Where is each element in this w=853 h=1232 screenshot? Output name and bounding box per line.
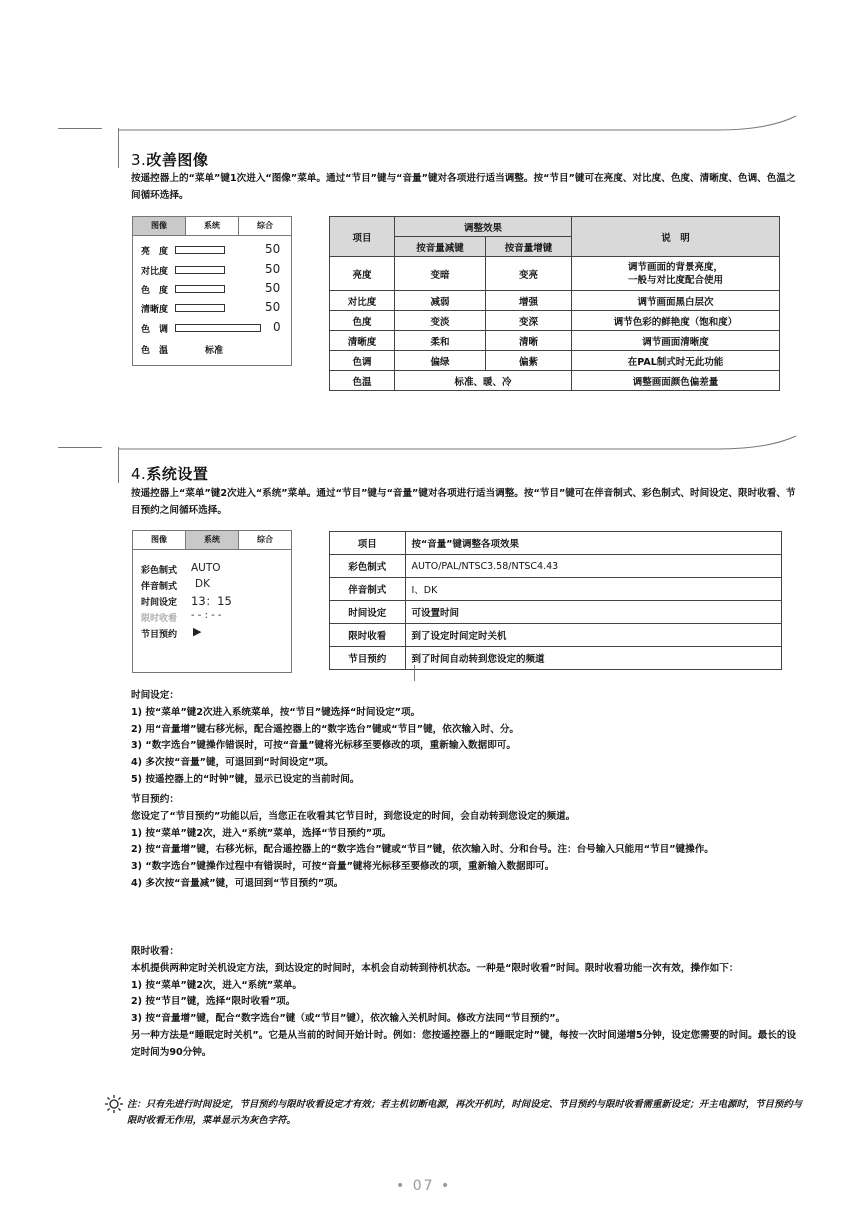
cell-minus: 柔和 [395, 331, 486, 351]
table-header-desc: 按“音量”键调整各项效果 [405, 532, 781, 555]
tint-bar [175, 324, 261, 332]
color-value: 50 [265, 281, 281, 295]
table-header-row [330, 532, 781, 555]
list-item: 3) “数字选台”键操作过程中有错误时，可按“音量”键将光标移至要修改的项，重新输入数据即可。 [131, 861, 555, 873]
section3-left-rule [58, 128, 102, 129]
timed-viewing-block [131, 944, 803, 1062]
table-header-desc: 说 明 [572, 217, 780, 257]
sharpness-bar [175, 304, 225, 312]
menu-label-sharpness: 清晰度 [141, 305, 169, 315]
list-item: 1) 按“菜单”键2次，进入“系统”菜单。 [131, 979, 303, 991]
table-row [330, 601, 781, 624]
cell-plus: 变深 [486, 311, 572, 331]
table-row [330, 351, 780, 371]
table-header-item: 项目 [330, 532, 405, 555]
cell-plus: 清晰 [486, 331, 572, 351]
menu-value-color-temp: 标准 [205, 346, 224, 356]
note-text: 注：只有先进行时间设定，节目预约与限时收看设定才有效；若主机切断电源，再次开机时，时间设定、节目预约与限时收看需重新设定；开主电源时，节目预约与限时收看无作用，菜单显示为灰色字符。 [127, 1099, 803, 1126]
color-system-value: AUTO [191, 562, 221, 574]
cell-desc: 在PAL制式时无此功能 [572, 351, 780, 371]
contrast-value: 50 [265, 262, 281, 276]
cell-desc: 调整画面颜色偏差量 [572, 371, 780, 391]
table-row [330, 331, 780, 351]
menu-label-color-temp: 色 温 [141, 346, 169, 356]
cell-minus: 变淡 [395, 311, 486, 331]
cell-item: 色调 [330, 351, 395, 371]
cell-item: 彩色制式 [330, 555, 405, 578]
time-setting-block [131, 688, 803, 789]
table-row [330, 311, 780, 331]
system-table-frame [329, 531, 782, 670]
table-header-effect: 调整效果 [395, 217, 572, 237]
section4-top-curve [118, 430, 798, 452]
table-row [330, 647, 781, 670]
cell-item: 伴音制式 [330, 578, 405, 601]
cell-desc: 可设置时间 [405, 601, 781, 624]
cell-plus: 增强 [486, 291, 572, 311]
cell-minus-plus: 标准、暖、冷 [395, 371, 572, 391]
system-table-tail-rule [414, 665, 415, 681]
time-set-value: 13：15 [191, 594, 232, 608]
cell-minus: 偏绿 [395, 351, 486, 371]
table-row [330, 291, 780, 311]
menu-tab-system: 系统 [186, 217, 239, 235]
menu-label-timed-view: 限时收看 [141, 614, 178, 624]
time-setting-heading: 时间设定： [131, 690, 179, 701]
list-item: 5) 按遥控器上的“时钟”键，显示已设定的当前时间。 [131, 773, 360, 785]
list-item: 3) “数字选台”键操作错误时，可按“音量”键将光标移至要修改的项，重新输入数据即可。 [131, 740, 516, 752]
list-item: 2) 按“节目”键，选择“限时收看”项。 [131, 996, 296, 1008]
table-row [330, 371, 780, 391]
sound-system-value: DK [195, 578, 210, 590]
tint-value: 0 [273, 320, 281, 334]
menu-label-time-set: 时间设定 [141, 598, 178, 608]
cell-plus: 偏紫 [486, 351, 572, 371]
sharpness-value: 50 [265, 300, 281, 314]
section3-intro: 按遥控器上的“菜单”键1次进入“图像”菜单。通过“节目”键与“音量”键对各项进行适当调整。按“节目”键可在亮度、对比度、色度、清晰度、色调、色温之间循环选择。 [131, 173, 796, 201]
cell-item: 色温 [330, 371, 395, 391]
menu-label-tint: 色 调 [141, 325, 169, 335]
sun-icon [104, 1094, 124, 1114]
cell-desc: 调节画面的背景亮度， 一般与对比度配合使用 [572, 257, 780, 291]
section4-intro: 按遥控器上“菜单”键2次进入“系统”菜单。通过“节目”键与“音量”键对各项进行适当调整。按“节目”键可在伴音制式、彩色制式、时间设定、限时收看、节目预约之间循环选择。 [131, 488, 796, 516]
program-booking-block [131, 792, 803, 893]
cell-minus: 减弱 [395, 291, 486, 311]
brightness-value: 50 [265, 242, 281, 256]
menu-tab-picture: 图像 [133, 217, 186, 235]
system-adjust-table [330, 532, 781, 670]
picture-menu-panel [132, 216, 292, 366]
cell-item: 时间设定 [330, 601, 405, 624]
section4-left-rule [58, 447, 102, 448]
color-bar [175, 285, 225, 293]
cell-item: 亮度 [330, 257, 395, 291]
list-item: 2) 按“音量增”键，右移光标，配合遥控器上的“数字选台”键或“节目”键，依次输入时、分和台号。注：台号输入只能用“节目”键操作。 [131, 844, 714, 856]
list-item: 本机提供两种定时关机设定方法，到达设定的时间时，本机会自动转到待机状态。一种是“限时收看”时间。限时收看功能一次有效，操作如下： [131, 962, 739, 974]
booking-arrow-icon: ▶ [193, 625, 202, 638]
table-row [330, 624, 781, 647]
list-item: 1) 按“菜单”键2次，进入“系统”菜单，选择“节目预约”项。 [131, 827, 392, 839]
section3-heading: 3.改善图像 [131, 151, 209, 169]
menu-label-color: 色 度 [141, 286, 169, 296]
program-booking-heading: 节目预约： [131, 794, 179, 805]
menu-label-sound-system: 伴音制式 [141, 582, 178, 592]
table-row [330, 578, 781, 601]
menu-label-booking: 节目预约 [141, 630, 178, 640]
contrast-bar [175, 266, 225, 274]
cell-desc: 到了设定时间定时关机 [405, 624, 781, 647]
page-number: • 07 • [396, 1178, 452, 1194]
table-row [330, 257, 780, 291]
section4-vertical-rule [118, 447, 119, 483]
cell-item: 节目预约 [330, 647, 405, 670]
cell-plus: 变亮 [486, 257, 572, 291]
cell-desc: I、DK [405, 578, 781, 601]
menu-label-brightness: 亮 度 [141, 247, 169, 257]
menu-label-color-system: 彩色制式 [141, 566, 178, 576]
menu-tab-general: 综合 [257, 221, 273, 230]
cell-item: 对比度 [330, 291, 395, 311]
list-item: 2) 用“音量增”键右移光标，配合遥控器上的“数字选台”键或“节目”键，依次输入时、分。 [131, 723, 520, 735]
cell-desc: 到了时间自动转到您设定的频道 [405, 647, 781, 670]
cell-desc: 调节画面清晰度 [572, 331, 780, 351]
brightness-bar [175, 246, 225, 254]
cell-minus: 变暗 [395, 257, 486, 291]
section4-heading: 4.系统设置 [131, 465, 209, 483]
cell-item: 限时收看 [330, 624, 405, 647]
menu-tab-system: 系统 [186, 531, 239, 549]
cell-item: 色度 [330, 311, 395, 331]
table-row [330, 555, 781, 578]
list-item: 另一种方法是“睡眠定时关机”。它是从当前的时间开始计时。例如：您按遥控器上的“睡眠定时”键，每按一次时间递增5分钟，设定您需要的时间。最长的设定时间为90分钟。 [131, 1029, 797, 1058]
system-menu-panel [132, 530, 292, 673]
cell-item: 清晰度 [330, 331, 395, 351]
cell-desc: 调节画面黑白层次 [572, 291, 780, 311]
list-item: 4) 多次按“音量减”键，可退回到“节目预约”项。 [131, 877, 344, 889]
section3-top-curve [118, 110, 798, 132]
list-item: 您设定了“节目预约”功能以后，当您正在收看其它节目时，到您设定的时间，会自动转到您设定的频道。 [131, 810, 576, 822]
menu-tab-general: 综合 [257, 535, 273, 544]
list-item: 3) 按“音量增”键，配合“数字选台”键（或“节目”键），依次输入关机时间。修改方法同“节目预约”。 [131, 1013, 566, 1025]
timed-viewing-heading: 限时收看： [131, 946, 179, 957]
table-header-plus: 按音量增键 [486, 237, 572, 257]
section3-vertical-rule [118, 128, 119, 168]
timed-view-value: - - : - - [191, 610, 222, 621]
list-item: 4) 多次按“音量”键，可退回到“时间设定”项。 [131, 757, 334, 769]
cell-desc: AUTO/PAL/NTSC3.58/NTSC4.43 [405, 555, 781, 578]
menu-tab-picture: 图像 [133, 531, 186, 549]
menu-label-contrast: 对比度 [141, 267, 169, 277]
table-header-item: 项目 [330, 217, 395, 257]
cell-desc: 调节色彩的鲜艳度（饱和度） [572, 311, 780, 331]
list-item: 1) 按“菜单”键2次进入系统菜单，按“节目”键选择“时间设定”项。 [131, 706, 421, 718]
table-header-minus: 按音量减键 [395, 237, 486, 257]
picture-adjust-table [329, 216, 780, 391]
